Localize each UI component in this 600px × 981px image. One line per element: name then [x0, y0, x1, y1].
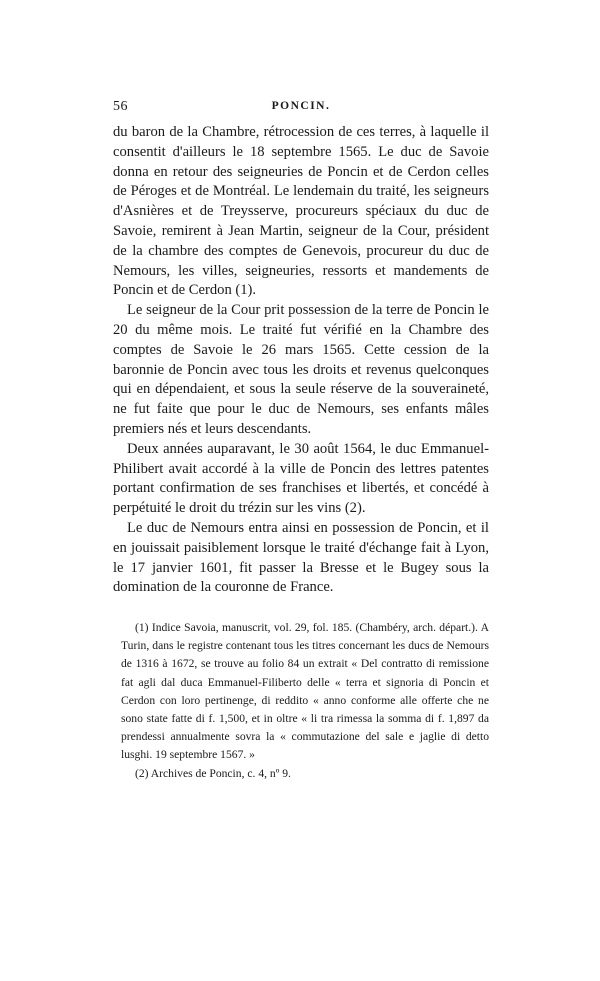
main-text	[113, 123, 489, 598]
paragraph-3: Deux années auparavant, le 30 août 1564, le duc Emmanuel-Philibert avait accordé à la ville de Poncin des lettres patentes portant confirmation de ses franchises et libertés, et concédé à perpétuité le droit du trézin sur les vins (2).	[113, 440, 489, 517]
footnotes	[121, 619, 489, 783]
footnote-2: (2) Archives de Poncin, c. 4, nº 9.	[135, 766, 291, 780]
page-header	[113, 99, 489, 119]
running-title: PONCIN.	[271, 100, 331, 112]
page-number: 56	[113, 99, 128, 114]
paragraph-1: du baron de la Chambre, rétrocession de ces terres, à laquelle il consentit d'ailleurs le 18 septembre 1565. Le duc de Savoie donna en retour des seigneuries de Poncin et de Cerdon celles de Péroges et de Montréal. Le lendemain du traité, les seigneurs d'Asnières et de Treysserve, procureurs spéciaux du duc de Savoie, remirent à Jean Martin, seigneur de la Cour, président de la chambre des comptes de Genevois, procureur du duc de Nemours, les villes, seigneuries, ressorts et mandements de Poncin et de Cerdon (1).	[113, 124, 489, 299]
paragraph-4: Le duc de Nemours entra ainsi en possession de Poncin, et il en jouissait paisiblement lorsque le traité d'échange fait à Lyon, le 17 janvier 1601, fit passer la Bresse et le Bugey sous la domination de la couronne de France.	[113, 519, 489, 596]
footnote-1: (1) Indice Savoia, manuscrit, vol. 29, fol. 185. (Chambéry, arch. départ.). A Turin, dans le registre contenant tous les titres concernant les ducs de Nemours de 1316 à 1672, se trouve au folio 84 un extrait « Del contratto di remissione fat agli dal duca Emmanuel-Filiberto delle « terra et signoria di Poncin et Cerdon con loro pertinenge, di reddito « anno conforme alle offerte che ne sono state fatte di f. 1,500, et in oltre « li tra rimessa la somma di f. 1,897 da prendessi annualmente sovra la « commutazione del sale e jaglie di detto lusghi. 19 septembre 1567. »	[121, 621, 489, 762]
paragraph-2: Le seigneur de la Cour prit possession de la terre de Poncin le 20 du même mois. Le traité fut vérifié en la Chambre des comptes de Savoie le 26 mars 1565. Cette cession de la baronnie de Poncin avec tous les droits et revenus quelconques qui en dépendaient, et sous la seule réserve de la souveraineté, ne fut faite que pour le duc de Nemours, ses enfants mâles premiers nés et leurs descendants.	[113, 302, 489, 437]
